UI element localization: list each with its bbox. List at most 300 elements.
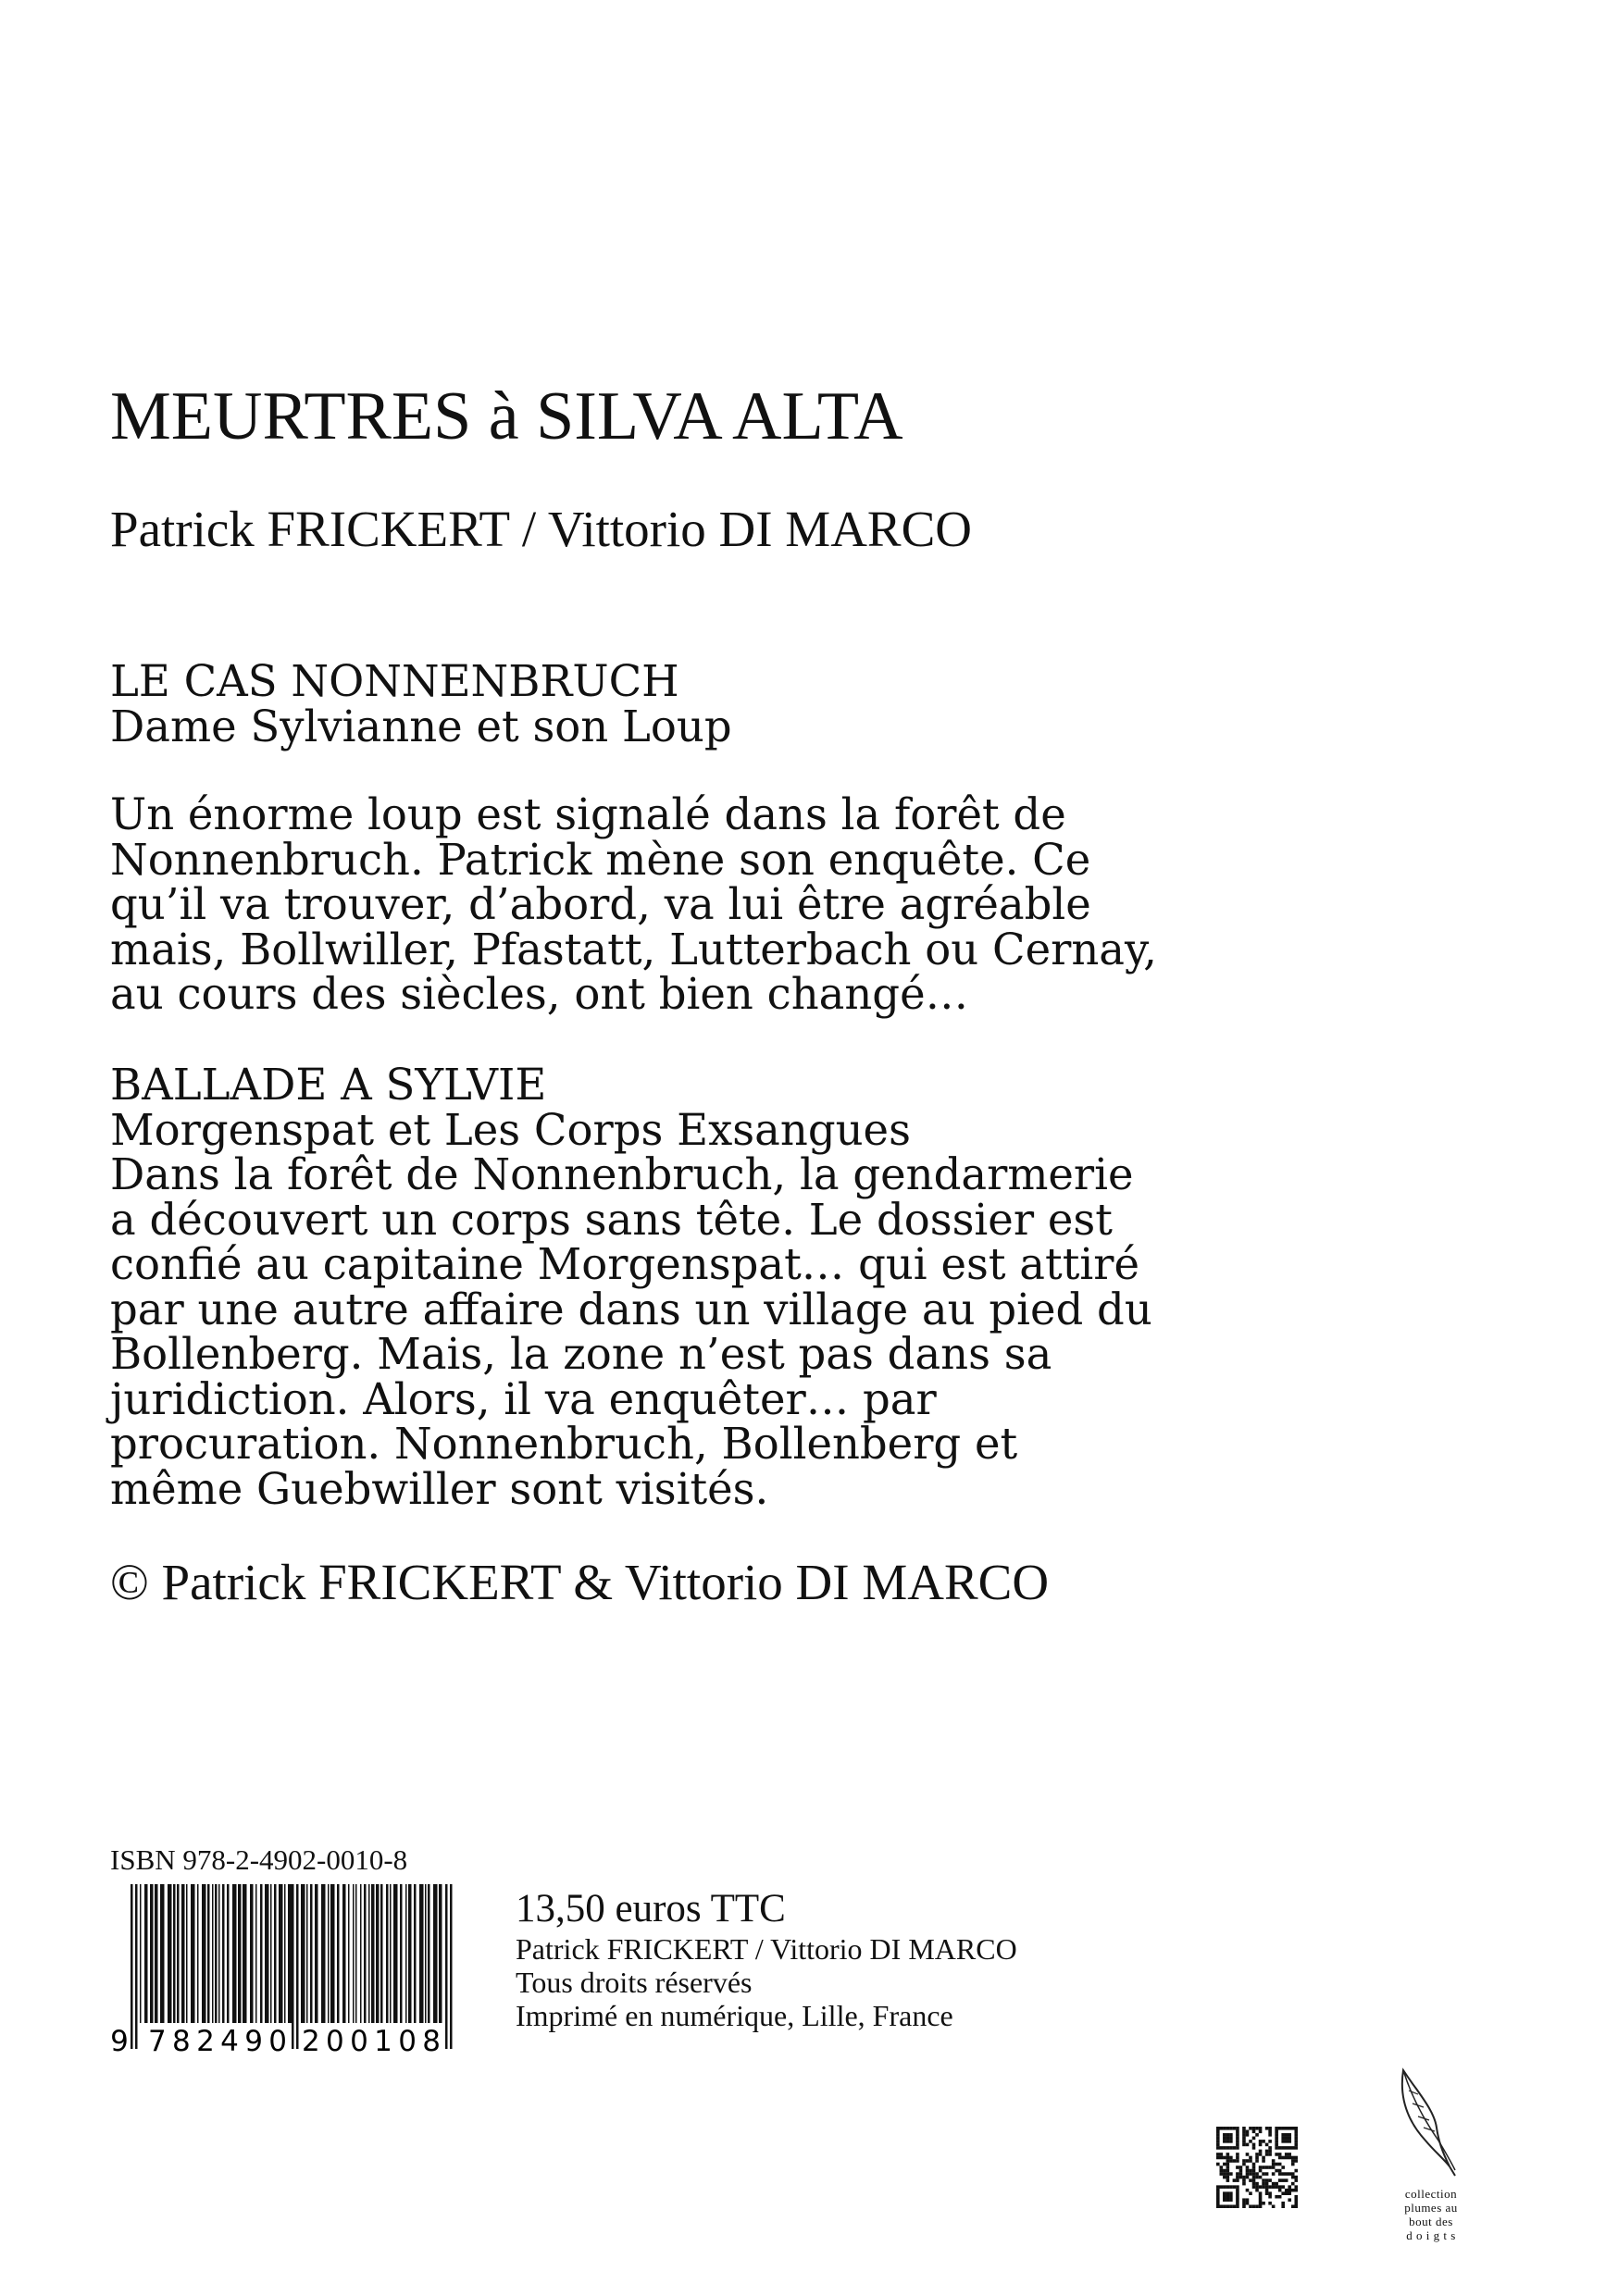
qr-module: [1223, 2163, 1226, 2166]
qr-module: [1272, 2182, 1276, 2186]
qr-module: [1268, 2146, 1272, 2150]
qr-module: [1242, 2159, 1246, 2163]
barcode-bar: [330, 1884, 335, 2023]
qr-module: [1288, 2189, 1291, 2192]
qr-module: [1294, 2146, 1298, 2150]
barcode-bar: [450, 1884, 453, 2049]
qr-module: [1265, 2189, 1269, 2192]
qr-module: [1236, 2130, 1239, 2134]
qr-module: [1249, 2156, 1252, 2160]
qr-module: [1229, 2191, 1233, 2195]
qr-code-icon: [1216, 2127, 1298, 2212]
qr-module: [1242, 2143, 1246, 2147]
qr-module: [1226, 2191, 1230, 2195]
qr-module: [1259, 2150, 1263, 2153]
qr-module: [1281, 2172, 1285, 2176]
qr-module: [1252, 2166, 1256, 2169]
qr-module: [1255, 2204, 1259, 2208]
qr-module: [1278, 2195, 1282, 2199]
qr-module: [1236, 2166, 1239, 2169]
barcode-bar: [400, 1884, 403, 2023]
qr-module: [1285, 2140, 1288, 2143]
qr-module: [1288, 2172, 1291, 2176]
qr-module: [1223, 2146, 1226, 2150]
qr-module: [1226, 2133, 1230, 2137]
story-1-heading: LE CAS NONNENBRUCH: [110, 656, 679, 706]
blurb-line: Bollenberg. Mais, la zone n’est pas dans sa: [110, 1329, 1052, 1379]
qr-module: [1294, 2189, 1298, 2192]
qr-module: [1281, 2166, 1285, 2169]
qr-module: [1268, 2150, 1272, 2153]
qr-module: [1252, 2185, 1256, 2189]
qr-module: [1249, 2204, 1252, 2208]
qr-module: [1226, 2178, 1230, 2182]
qr-module: [1226, 2163, 1230, 2166]
price-block: [516, 1886, 1017, 2032]
qr-module: [1236, 2189, 1239, 2192]
qr-module: [1226, 2127, 1230, 2130]
qr-module: [1294, 2169, 1298, 2173]
qr-module: [1229, 2204, 1233, 2208]
qr-module: [1294, 2143, 1298, 2147]
qr-module: [1223, 2176, 1226, 2179]
qr-module: [1236, 2178, 1239, 2182]
barcode-graphic: [110, 1884, 462, 2056]
qr-module: [1223, 2156, 1226, 2160]
barcode-bar: [328, 1884, 330, 2023]
qr-module: [1236, 2195, 1239, 2199]
barcode-bar: [144, 1884, 148, 2023]
qr-module: [1294, 2202, 1298, 2205]
qr-module: [1268, 2191, 1272, 2195]
barcode-bar: [250, 1884, 254, 2023]
qr-module: [1223, 2191, 1226, 2195]
qr-module: [1249, 2127, 1252, 2130]
barcode-bar: [386, 1884, 389, 2023]
qr-module: [1262, 2178, 1265, 2182]
blurb-line: Un énorme loup est signalé dans la forêt de: [110, 789, 1066, 839]
qr-module: [1278, 2163, 1282, 2166]
barcode-bar: [353, 1884, 355, 2023]
barcode-bar: [337, 1884, 340, 2023]
qr-module: [1229, 2172, 1233, 2176]
qr-module: [1236, 2159, 1239, 2163]
qr-module: [1294, 2178, 1298, 2182]
qr-module: [1285, 2127, 1288, 2130]
barcode-bar: [260, 1884, 263, 2023]
barcode-bar: [390, 1884, 392, 2023]
barcode-bar: [155, 1884, 158, 2023]
blurb-line: Dans la forêt de Nonnenbruch, la gendarmerie: [110, 1149, 1134, 1199]
qr-module: [1291, 2204, 1295, 2208]
qr-module: [1220, 2185, 1224, 2189]
qr-module: [1255, 2159, 1259, 2163]
qr-module: [1294, 2159, 1298, 2163]
qr-module: [1268, 2185, 1272, 2189]
qr-module: [1265, 2143, 1269, 2147]
barcode-bar: [348, 1884, 350, 2023]
qr-module: [1216, 2156, 1220, 2160]
qr-module: [1259, 2191, 1263, 2195]
qr-module: [1252, 2143, 1256, 2147]
barcode-bar: [212, 1884, 214, 2023]
qr-module: [1268, 2130, 1272, 2134]
qr-module: [1281, 2137, 1285, 2141]
feather-logo-icon: [1398, 2066, 1462, 2191]
qr-module: [1285, 2133, 1288, 2137]
barcode-bar: [428, 1884, 430, 2023]
story-2: [110, 1060, 1554, 1514]
qr-module: [1262, 2156, 1265, 2160]
qr-module: [1285, 2153, 1288, 2156]
qr-module: [1220, 2169, 1224, 2173]
qr-module: [1281, 2146, 1285, 2150]
qr-module: [1229, 2146, 1233, 2150]
story-1-subtitle: Dame Sylvianne et son Loup: [110, 701, 732, 751]
qr-module: [1272, 2172, 1276, 2176]
qr-module: [1229, 2198, 1233, 2202]
qr-module: [1272, 2185, 1276, 2189]
qr-module: [1236, 2172, 1239, 2176]
qr-module: [1278, 2127, 1282, 2130]
qr-module: [1255, 2176, 1259, 2179]
book-title: MEURTRES à SILVA ALTA: [110, 379, 903, 454]
qr-module: [1252, 2169, 1256, 2173]
barcode-bar: [371, 1884, 375, 2023]
qr-module: [1249, 2178, 1252, 2182]
qr-module: [1233, 2127, 1237, 2130]
blurb-line: mais, Bollwiller, Pfastatt, Lutterbach ou Cernay,: [110, 924, 1157, 974]
qr-module: [1223, 2195, 1226, 2199]
barcode-bar: [265, 1884, 269, 2023]
qr-module: [1229, 2159, 1233, 2163]
barcode-bar: [433, 1884, 438, 2023]
qr-module: [1223, 2133, 1226, 2137]
barcode: [110, 1884, 462, 2060]
qr-module: [1275, 2195, 1278, 2199]
qr-module: [1220, 2153, 1224, 2156]
qr-module: [1216, 2198, 1220, 2202]
qr-module: [1259, 2195, 1263, 2199]
qr-module: [1272, 2166, 1276, 2169]
qr-module: [1275, 2146, 1278, 2150]
qr-module: [1285, 2146, 1288, 2150]
barcode-bar: [131, 1884, 133, 2049]
qr-module: [1259, 2169, 1263, 2173]
qr-module: [1268, 2202, 1272, 2205]
barcode-digits-left: 782490: [148, 2025, 287, 2056]
qr-module: [1236, 2176, 1239, 2179]
barcode-bar: [191, 1884, 195, 2023]
qr-module: [1233, 2178, 1237, 2182]
barcode-bar: [160, 1884, 165, 2023]
barcode-bar: [355, 1884, 357, 2023]
qr-module: [1291, 2156, 1295, 2160]
qr-module: [1265, 2166, 1269, 2169]
qr-module: [1220, 2146, 1224, 2150]
barcode-bar: [321, 1884, 326, 2023]
qr-module: [1242, 2130, 1246, 2134]
qr-code-graphic: [1216, 2127, 1298, 2208]
qr-module: [1281, 2133, 1285, 2137]
qr-module: [1291, 2159, 1295, 2163]
qr-module: [1268, 2133, 1272, 2137]
qr-module: [1249, 2140, 1252, 2143]
qr-module: [1294, 2176, 1298, 2179]
blurb-line: Nonnenbruch. Patrick mène son enquête. Ce: [110, 834, 1091, 885]
qr-module: [1226, 2204, 1230, 2208]
qr-module: [1275, 2130, 1278, 2134]
qr-module: [1233, 2146, 1237, 2150]
qr-module: [1249, 2169, 1252, 2173]
qr-module: [1252, 2176, 1256, 2179]
qr-module: [1249, 2159, 1252, 2163]
qr-module: [1268, 2178, 1272, 2182]
qr-module: [1272, 2159, 1276, 2163]
qr-module: [1294, 2204, 1298, 2208]
qr-module: [1242, 2178, 1246, 2182]
qr-module: [1281, 2140, 1285, 2143]
qr-module: [1226, 2159, 1230, 2163]
qr-module: [1294, 2156, 1298, 2160]
qr-module: [1233, 2185, 1237, 2189]
qr-module: [1242, 2182, 1246, 2186]
barcode-bar: [222, 1884, 225, 2023]
barcode-bar: [425, 1884, 427, 2023]
qr-module: [1236, 2133, 1239, 2137]
qr-module: [1216, 2130, 1220, 2134]
qr-module: [1236, 2146, 1239, 2150]
qr-module: [1226, 2169, 1230, 2173]
qr-module: [1278, 2178, 1282, 2182]
qr-module: [1262, 2159, 1265, 2163]
qr-module: [1226, 2156, 1230, 2160]
qr-module: [1220, 2127, 1224, 2130]
price: 13,50 euros TTC: [516, 1887, 786, 1930]
qr-module: [1275, 2143, 1278, 2147]
qr-module: [1229, 2140, 1233, 2143]
qr-module: [1236, 2185, 1239, 2189]
qr-module: [1242, 2204, 1246, 2208]
barcode-bar: [380, 1884, 383, 2023]
qr-module: [1220, 2166, 1224, 2169]
qr-module: [1246, 2189, 1250, 2192]
qr-module: [1278, 2185, 1282, 2189]
qr-module: [1294, 2133, 1298, 2137]
qr-module: [1216, 2195, 1220, 2199]
collection-line: d o i g t s: [1406, 2228, 1456, 2242]
qr-module: [1246, 2176, 1250, 2179]
qr-module: [1226, 2198, 1230, 2202]
qr-module: [1229, 2156, 1233, 2160]
qr-module: [1281, 2156, 1285, 2160]
qr-module: [1242, 2163, 1246, 2166]
qr-module: [1242, 2198, 1246, 2202]
barcode-bar: [360, 1884, 362, 2023]
qr-module: [1229, 2137, 1233, 2141]
barcode-bar: [315, 1884, 318, 2023]
qr-module: [1288, 2185, 1291, 2189]
qr-module: [1291, 2172, 1295, 2176]
qr-module: [1294, 2127, 1298, 2130]
blurb-line: qu’il va trouver, d’abord, va lui être agréable: [110, 879, 1091, 929]
qr-module: [1239, 2169, 1243, 2173]
qr-module: [1294, 2130, 1298, 2134]
qr-module: [1278, 2153, 1282, 2156]
qr-module: [1255, 2185, 1259, 2189]
qr-module: [1236, 2140, 1239, 2143]
barcode-bar: [243, 1884, 247, 2023]
qr-module: [1265, 2191, 1269, 2195]
barcode-bar: [301, 1884, 305, 2023]
qr-module: [1216, 2191, 1220, 2195]
qr-module: [1275, 2169, 1278, 2173]
qr-module: [1255, 2133, 1259, 2137]
qr-module: [1252, 2163, 1256, 2166]
qr-module: [1275, 2163, 1278, 2166]
qr-module: [1220, 2172, 1224, 2176]
barcode-bar: [292, 1884, 294, 2049]
qr-module: [1223, 2198, 1226, 2202]
qr-module: [1265, 2182, 1269, 2186]
barcode-bar: [419, 1884, 424, 2023]
qr-module: [1272, 2204, 1276, 2208]
collection-label: [1375, 2187, 1487, 2242]
qr-module: [1242, 2202, 1246, 2205]
qr-module: [1285, 2191, 1288, 2195]
barcode-bar: [168, 1884, 172, 2023]
qr-module: [1242, 2127, 1246, 2130]
qr-module: [1272, 2163, 1276, 2166]
qr-module: [1255, 2182, 1259, 2186]
barcode-bar: [364, 1884, 367, 2023]
qr-module: [1226, 2176, 1230, 2179]
barcode-bar: [306, 1884, 308, 2023]
qr-module: [1236, 2143, 1239, 2147]
qr-module: [1291, 2176, 1295, 2179]
qr-module: [1239, 2176, 1243, 2179]
barcode-bar: [197, 1884, 199, 2023]
qr-module: [1216, 2127, 1220, 2130]
qr-module: [1252, 2204, 1256, 2208]
qr-module: [1242, 2140, 1246, 2143]
qr-module: [1285, 2189, 1288, 2192]
qr-module: [1294, 2195, 1298, 2199]
barcode-bar: [177, 1884, 180, 2023]
qr-module: [1223, 2172, 1226, 2176]
qr-module: [1262, 2172, 1265, 2176]
qr-module: [1275, 2153, 1278, 2156]
qr-module: [1275, 2182, 1278, 2186]
book-authors: Patrick FRICKERT / Vittorio DI MARCO: [110, 501, 972, 557]
qr-module: [1236, 2191, 1239, 2195]
barcode-bar: [445, 1884, 448, 2049]
qr-module: [1252, 2146, 1256, 2150]
qr-module: [1291, 2146, 1295, 2150]
qr-module: [1236, 2202, 1239, 2205]
qr-module: [1281, 2204, 1285, 2208]
qr-module: [1252, 2130, 1256, 2134]
story-2-subtitle: Morgenspat et Les Corps Exsangues: [110, 1104, 911, 1155]
qr-module: [1259, 2185, 1263, 2189]
qr-module: [1246, 2202, 1250, 2205]
qr-module: [1242, 2176, 1246, 2179]
blurb-line: procuration. Nonnenbruch, Bollenberg et: [110, 1419, 1018, 1469]
qr-module: [1291, 2163, 1295, 2166]
qr-module: [1223, 2169, 1226, 2173]
qr-module: [1242, 2137, 1246, 2141]
qr-module: [1246, 2130, 1250, 2134]
qr-module: [1275, 2127, 1278, 2130]
qr-module: [1236, 2198, 1239, 2202]
qr-module: [1216, 2137, 1220, 2141]
qr-module: [1275, 2140, 1278, 2143]
barcode-bar: [393, 1884, 398, 2023]
qr-module: [1294, 2140, 1298, 2143]
blurb-line: même Guebwiller sont visités.: [110, 1463, 769, 1514]
qr-module: [1255, 2189, 1259, 2192]
qr-module: [1255, 2127, 1259, 2130]
barcode-bar: [232, 1884, 237, 2023]
qr-module: [1226, 2166, 1230, 2169]
qr-module: [1223, 2204, 1226, 2208]
barcode-bar: [368, 1884, 370, 2023]
qr-module: [1278, 2146, 1282, 2150]
qr-module: [1239, 2172, 1243, 2176]
qr-module: [1268, 2153, 1272, 2156]
qr-module: [1278, 2156, 1282, 2160]
qr-module: [1268, 2166, 1272, 2169]
qr-module: [1291, 2127, 1295, 2130]
qr-module: [1223, 2140, 1226, 2143]
qr-module: [1259, 2176, 1263, 2179]
qr-module: [1223, 2185, 1226, 2189]
qr-module: [1226, 2140, 1230, 2143]
qr-module: [1216, 2204, 1220, 2208]
qr-module: [1252, 2172, 1256, 2176]
rights-line: Tous droits réservés: [516, 1966, 753, 1999]
barcode-digits-right: 200108: [302, 2025, 441, 2056]
qr-module: [1216, 2202, 1220, 2205]
qr-module: [1265, 2172, 1269, 2176]
feather-graphic: [1398, 2066, 1462, 2187]
barcode-bar: [274, 1884, 277, 2023]
qr-module: [1216, 2146, 1220, 2150]
qr-module: [1229, 2133, 1233, 2137]
barcode-bar: [238, 1884, 242, 2023]
qr-module: [1259, 2166, 1263, 2169]
story-1: [110, 656, 1554, 751]
qr-module: [1281, 2202, 1285, 2205]
qr-module: [1216, 2143, 1220, 2147]
collection-line: bout des: [1409, 2215, 1453, 2228]
barcode-bar: [227, 1884, 230, 2023]
qr-module: [1236, 2137, 1239, 2141]
barcode-bar: [215, 1884, 218, 2023]
barcode-bar: [414, 1884, 417, 2023]
qr-module: [1246, 2169, 1250, 2173]
qr-module: [1229, 2127, 1233, 2130]
qr-module: [1259, 2198, 1263, 2202]
qr-module: [1236, 2156, 1239, 2160]
qr-module: [1265, 2178, 1269, 2182]
qr-module: [1249, 2191, 1252, 2195]
qr-module: [1220, 2204, 1224, 2208]
blurb-line: juridiction. Alors, il va enquêter… par: [110, 1373, 937, 1424]
qr-module: [1294, 2198, 1298, 2202]
barcode-bar: [342, 1884, 346, 2023]
collection-line: collection: [1404, 2187, 1458, 2201]
